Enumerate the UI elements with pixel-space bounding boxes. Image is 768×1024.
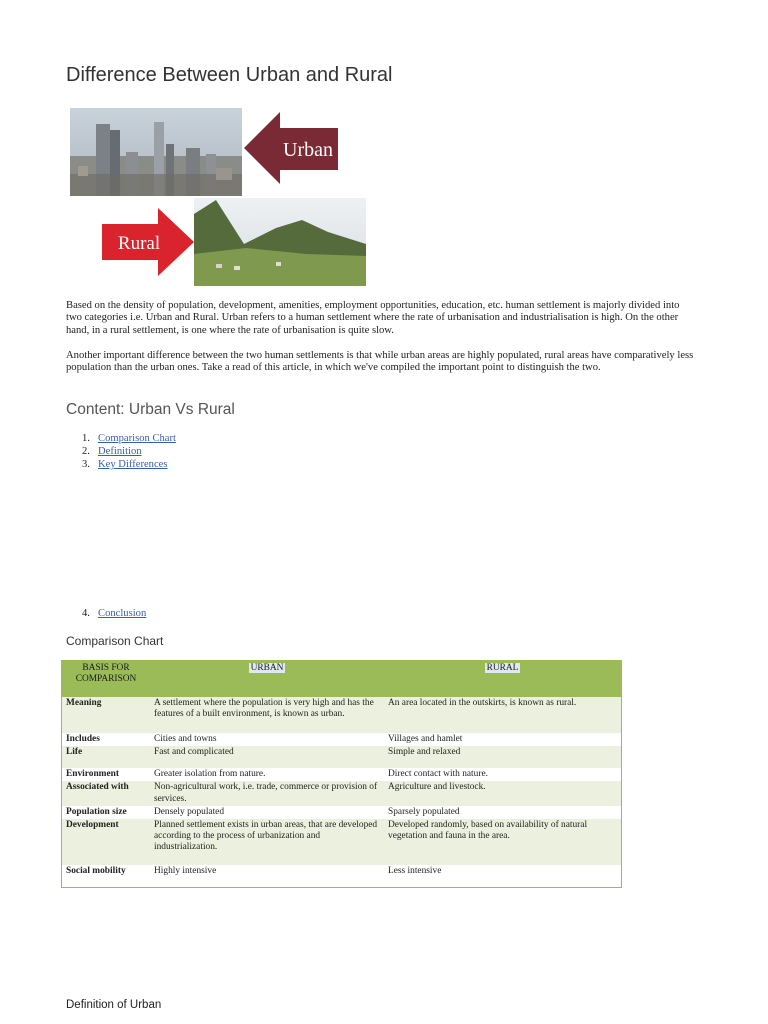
row-basis: Includes bbox=[66, 734, 100, 744]
header-rural-label: RURAL bbox=[486, 663, 519, 673]
city-photo bbox=[70, 108, 242, 196]
toc-item bbox=[82, 446, 142, 457]
header-rural bbox=[384, 661, 622, 698]
urban-arrow bbox=[244, 112, 338, 184]
row-urban: Highly intensive bbox=[154, 866, 217, 877]
urban-rural-illustration bbox=[66, 104, 370, 290]
toc-link-key-differences[interactable]: Key Differences bbox=[98, 459, 168, 470]
toc-number: 3. bbox=[82, 459, 90, 470]
toc-link-comparison-chart[interactable]: Comparison Chart bbox=[98, 433, 176, 444]
row-basis: Population size bbox=[66, 806, 127, 817]
toc-link-definition[interactable]: Definition bbox=[98, 446, 142, 457]
row-basis: Development bbox=[62, 819, 151, 865]
toc-link-conclusion[interactable]: Conclusion bbox=[98, 608, 147, 619]
row-urban: Fast and complicated bbox=[150, 746, 384, 768]
row-basis: Environment bbox=[66, 769, 119, 780]
row-urban: Non-agricultural work, i.e. trade, commerce or provision of services. bbox=[150, 781, 384, 805]
table-row bbox=[62, 697, 622, 733]
header-urban-label: URBAN bbox=[250, 663, 284, 673]
row-rural: Villages and hamlet bbox=[388, 734, 463, 744]
toc-number: 4. bbox=[82, 608, 90, 619]
table-row bbox=[62, 733, 622, 746]
table-row bbox=[62, 746, 622, 768]
toc-number: 1. bbox=[82, 433, 90, 444]
table-row bbox=[62, 865, 622, 887]
intro-paragraph-2: Another important difference between the two human settlements is that while urban areas are highly populated, rural areas have comparatively less population than the urban ones. Take a read of this article, in which we've compiled the important point to distinguish the two. bbox=[66, 350, 694, 374]
row-rural: Developed randomly, based on availability of natural vegetation and fauna in the area. bbox=[384, 819, 622, 865]
row-urban: Densely populated bbox=[154, 806, 225, 817]
toc-item bbox=[82, 459, 168, 470]
row-rural: An area located in the outskirts, is known as rural. bbox=[384, 697, 622, 733]
table-row bbox=[62, 806, 622, 819]
row-basis: Social mobility bbox=[66, 866, 126, 877]
row-urban: Greater isolation from nature. bbox=[154, 769, 266, 780]
row-rural: Simple and relaxed bbox=[384, 746, 622, 768]
rural-arrow-label: Rural bbox=[117, 233, 161, 254]
table-row bbox=[62, 819, 622, 865]
content-heading: Content: Urban Vs Rural bbox=[66, 401, 235, 418]
table-header-row bbox=[62, 661, 622, 698]
row-rural: Less intensive bbox=[388, 866, 442, 877]
row-basis: Life bbox=[62, 746, 151, 768]
toc-item bbox=[82, 608, 146, 619]
row-urban: A settlement where the population is very high and has the features of a built environment, is known as urban. bbox=[150, 697, 384, 733]
definition-heading: Definition of Urban bbox=[66, 999, 162, 1011]
row-urban: Planned settlement exists in urban areas, that are developed according to the process of urbanization and industrialization. bbox=[150, 819, 384, 865]
row-basis: Associated with bbox=[62, 781, 151, 805]
row-rural: Sparsely populated bbox=[388, 806, 460, 817]
comparison-chart-heading: Comparison Chart bbox=[66, 634, 164, 648]
header-urban bbox=[150, 661, 384, 698]
rural-arrow bbox=[102, 208, 194, 276]
row-urban: Cities and towns bbox=[154, 734, 217, 744]
row-basis: Meaning bbox=[62, 697, 151, 733]
row-rural: Agriculture and livestock. bbox=[384, 781, 622, 805]
header-basis: BASIS FOR COMPARISON bbox=[62, 661, 151, 698]
table-row bbox=[62, 768, 622, 781]
countryside-photo bbox=[194, 198, 366, 286]
page-title: Difference Between Urban and Rural bbox=[66, 64, 393, 86]
comparison-table bbox=[61, 660, 622, 888]
row-rural: Direct contact with nature. bbox=[388, 769, 488, 780]
toc-item bbox=[82, 433, 176, 444]
intro-paragraph: Based on the density of population, development, amenities, employment opportunities, education, etc. human settlement is majorly divided into two categories i.e. Urban and Rural. Urban refers to a human settlement where the rate of urbanisation and industrialisation is high. On the other hand, in a rural settlement, is one where the rate of urbanisation is quite slow. bbox=[66, 300, 680, 336]
toc-number: 2. bbox=[82, 446, 90, 457]
table-row bbox=[62, 781, 622, 805]
urban-arrow-label: Urban bbox=[283, 139, 333, 161]
